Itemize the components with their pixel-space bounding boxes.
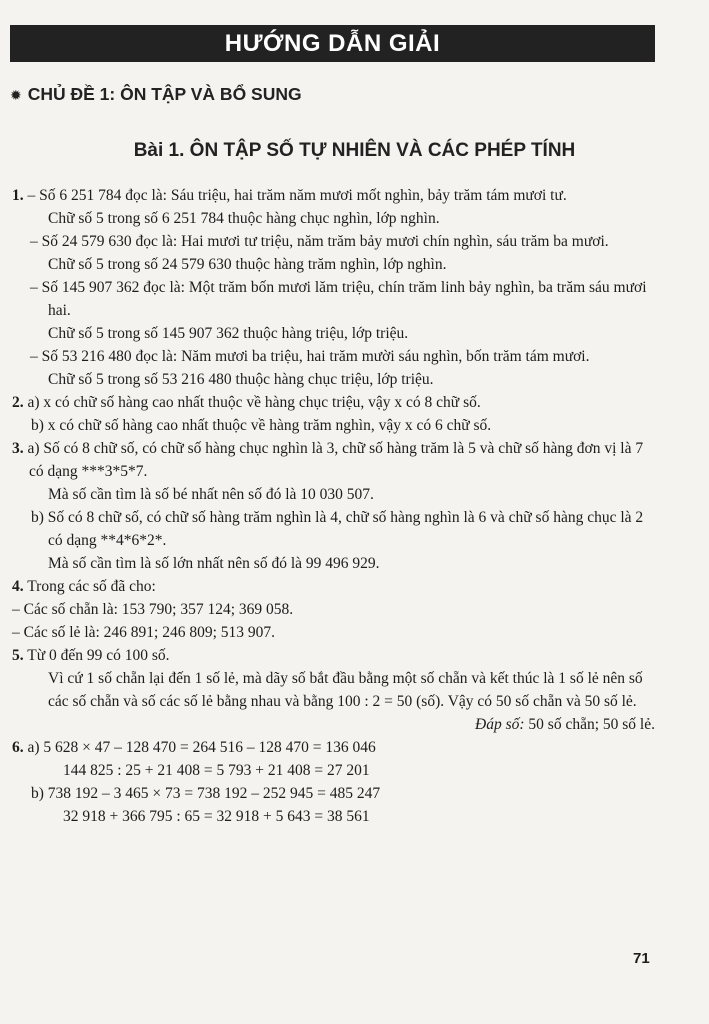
ex3-a-answer: Mà số cần tìm là số bé nhất nên số đó là 10 030 507. [48, 486, 374, 503]
ex2-number: 2. [12, 394, 24, 411]
ex1-number: 1. [12, 187, 24, 204]
ex1-d-read: – Số 53 216 480 đọc là: Năm mươi ba triệu, hai trăm mười sáu nghìn, bốn trăm tám mươi. [30, 348, 590, 365]
ex3-a-text: a) Số có 8 chữ số, có chữ số hàng chục nghìn là 3, chữ số hàng trăm là 5 và chữ số hàng đơn vị là 7 có dạng ***3*5*7. [27, 440, 644, 480]
ex6-a1-text: a) 5 628 × 47 – 128 470 = 264 516 – 128 470 = 136 046 [27, 739, 376, 756]
ex5-answer [12, 713, 657, 736]
topic-title: CHỦ ĐỀ 1: ÔN TẬP VÀ BỔ SUNG [27, 84, 302, 104]
ex2-b: b) x có chữ số hàng cao nhất thuộc về hàng trăm nghìn, vậy x có 6 chữ số. [31, 417, 492, 434]
ex4-odd: – Các số lẻ là: 246 891; 246 809; 513 907. [12, 624, 276, 641]
lesson-title: Bài 1. ÔN TẬP SỐ TỰ NHIÊN VÀ CÁC PHÉP TÍNH [133, 140, 576, 161]
ex5-number: 5. [12, 647, 24, 664]
ex1-c-digit: Chữ số 5 trong số 145 907 362 thuộc hàng triệu, lớp triệu. [48, 325, 409, 342]
ex3-a [12, 437, 657, 483]
ex6-b2: 32 918 + 366 795 : 65 = 32 918 + 5 643 = 38 561 [63, 808, 370, 825]
ex4-intro-text: Trong các số đã cho: [27, 578, 156, 595]
ex5-line1 [12, 644, 657, 667]
ex3-b: b) Số có 8 chữ số, có chữ số hàng trăm nghìn là 4, chữ số hàng nghìn là 6 và chữ số hàng chục là 2 có dạng **4*6*2*. [31, 509, 644, 549]
ex1-c-read: – Số 145 907 362 đọc là: Một trăm bốn mươi lăm triệu, chín trăm linh bảy nghìn, ba trăm sáu mươi hai. [30, 279, 647, 319]
ex2-a-text: a) x có chữ số hàng cao nhất thuộc về hàng chục triệu, vậy x có 8 chữ số. [27, 394, 481, 411]
ex6-a2: 144 825 : 25 + 21 408 = 5 793 + 21 408 = 27 201 [63, 762, 370, 779]
topic-heading [10, 84, 302, 105]
ex3-b-answer: Mà số cần tìm là số lớn nhất nên số đó là 99 496 929. [48, 555, 380, 572]
ex3-number: 3. [12, 440, 24, 457]
ex5-explanation: Vì cứ 1 số chẵn lại đến 1 số lẻ, mà dãy số bắt đầu bằng một số chẵn và kết thúc là 1 số lẻ nên số các số chẵn và số các số lẻ bằng nhau và bằng 100 : 2 = 50 (số). Vậy có 50 số chẵn và 50 số lẻ. [48, 670, 643, 710]
section-banner: HƯỚNG DẪN GIẢI [10, 25, 655, 62]
ex4-number: 4. [12, 578, 24, 595]
ex5-answer-label: Đáp số: [475, 716, 525, 733]
ex5-answer-text: 50 số chẵn; 50 số lẻ. [524, 716, 655, 733]
ex2-a [12, 391, 657, 414]
ex1-a-read [12, 184, 657, 207]
ex4-intro [12, 575, 657, 598]
solutions-body [12, 184, 657, 828]
ex6-number: 6. [12, 739, 24, 756]
ex6-a1 [12, 736, 657, 759]
ex6-b1: b) 738 192 – 3 465 × 73 = 738 192 – 252 945 = 485 247 [31, 785, 381, 802]
page-number: 71 [633, 950, 650, 967]
ex1-a-read-text: – Số 6 251 784 đọc là: Sáu triệu, hai trăm năm mươi mốt nghìn, bảy trăm tám mươi tư. [27, 187, 567, 204]
ex5-line1-text: Từ 0 đến 99 có 100 số. [27, 647, 170, 664]
star-bullet-icon: ✹ [10, 87, 22, 103]
ex1-b-digit: Chữ số 5 trong số 24 579 630 thuộc hàng trăm nghìn, lớp nghìn. [48, 256, 447, 273]
ex1-d-digit: Chữ số 5 trong số 53 216 480 thuộc hàng chục triệu, lớp triệu. [48, 371, 434, 388]
ex1-b-read: – Số 24 579 630 đọc là: Hai mươi tư triệu, năm trăm bảy mươi chín nghìn, sáu trăm ba mươi. [30, 233, 609, 250]
ex1-a-digit: Chữ số 5 trong số 6 251 784 thuộc hàng chục nghìn, lớp nghìn. [48, 210, 440, 227]
ex4-even: – Các số chẵn là: 153 790; 357 124; 369 058. [12, 601, 294, 618]
